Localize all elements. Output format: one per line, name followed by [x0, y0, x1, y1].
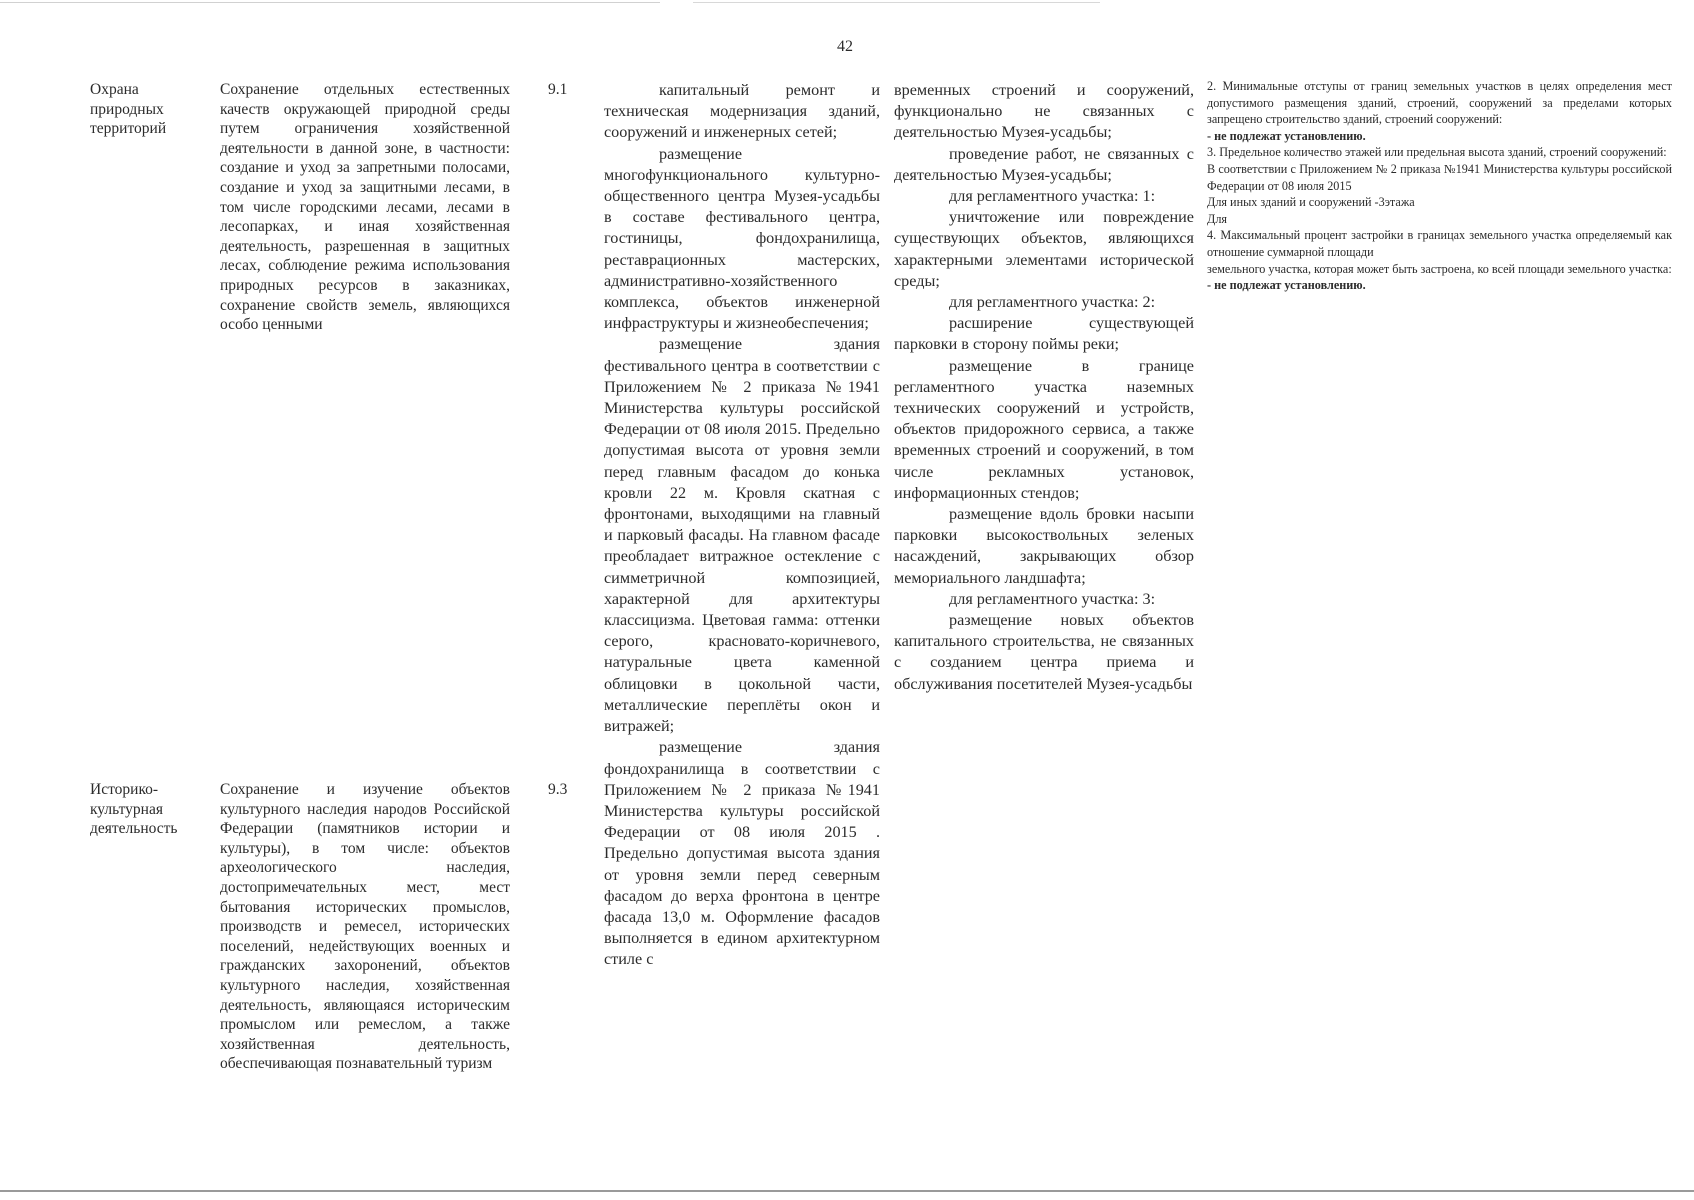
parameter-paragraph: В соответствии с Приложением № 2 приказа №1941 Министерства культуры российской Федерации от 08 июля 2015	[1207, 161, 1672, 193]
category-description-1: Сохранение отдельных естественных качеств окружающей природной среды путем ограничения хозяйственной деятельности в данной зоне, в частности: создание и уход за запретными полосами, создание и уход за защитными лесами, в том числе городскими лесами, лесами в лесопарках, и иная хозяйственная деятельность, разрешенная в защитных лесах, соблюдение режима использования природных ресурсов в заказниках, сохранение свойств земель, являющихся особо ценными	[220, 81, 510, 334]
middle-paragraph: капитальный ремонт и техническая модернизация зданий, сооружений и инженерных сетей;	[604, 81, 880, 142]
parameter-paragraph: Для иных зданий и сооружений -3этажа	[1207, 195, 1415, 210]
category-code-2: 9.3	[548, 781, 568, 798]
category-description-2: Сохранение и изучение объектов культурного наследия народов Российской Федерации (памятников истории и культуры), в том числе: объектов археологического наследия, достопримечательных мест, мест бытования исторических промыслов, производств и ремесел, исторических поселений, недействующих военных и гражданских захоронений, объектов культурного наследия, хозяйственная деятельность, являющаяся историческим промыслом или ремеслом, а также хозяйственная деятельность, обеспечивающая познавательный туризм	[220, 781, 510, 1073]
restriction-heading: для регламентного участка: 3:	[949, 589, 1156, 608]
page-number: 42	[837, 38, 853, 55]
middle-paragraph: размещение многофункционального культурно-общественного центра Музея-усадьбы в составе фестивального центра, гостиницы, фондохранилища, реставрационных мастерских, административно-хозяйственного комплекса, объектов инженерной инфраструктуры и жизнеобеспечения;	[604, 144, 880, 333]
permitted-use-text	[604, 80, 880, 971]
restriction-paragraph: уничтожение или повреждение существующих объектов, являющихся характерными элементами исторической среды;	[894, 208, 1194, 290]
scan-artifact-bottom	[0, 1190, 1694, 1192]
restriction-heading: для регламентного участка: 1:	[949, 187, 1156, 206]
parameter-value: - не подлежат установлению.	[1207, 278, 1366, 293]
restriction-paragraph: размещение вдоль бровки насыпи парковки высокоствольных зеленых насаждений, закрывающих обзор мемориального ландшафта;	[894, 505, 1194, 587]
parameter-paragraph: 4. Максимальный процент застройки в границах земельного участка определяемый как отношение суммарной площади	[1207, 228, 1672, 259]
parameter-paragraph: 3. Предельное количество этажей или предельная высота зданий, строений сооружений:	[1207, 145, 1667, 160]
category-label-1: Охрана природных территорий	[90, 81, 167, 138]
parameter-paragraph: 2. Минимальные отступы от границ земельных участков в целях определения мест допустимого размещения зданий, строений, сооружений за пределами которых запрещено строительство зданий, строений сооружений:	[1207, 79, 1672, 127]
parameter-paragraph: земельного участка, которая может быть застроена, ко всей площади земельного участка:	[1207, 261, 1672, 276]
parameters-text	[1207, 78, 1672, 294]
category-code-1: 9.1	[548, 81, 568, 98]
restriction-paragraph: временных строений и сооружений, функционально не связанных с деятельностью Музея-усадьбы;	[894, 81, 1194, 142]
parameter-paragraph: Для	[1207, 211, 1228, 226]
restriction-paragraph: проведение работ, не связанных с деятельностью Музея-усадьбы;	[894, 144, 1194, 184]
restriction-paragraph: размещение в границе регламентного участка наземных технических сооружений и устройств, объектов придорожного сервиса, а также временных строений и сооружений, в том числе рекламных установок, информационных стендов;	[894, 356, 1194, 502]
middle-paragraph: размещение здания фондохранилища в соответствии с Приложением № 2 приказа №1941 Министерства культуры российской Федерации от 08 июля 2015 . Предельно допустимая высота здания от уровня земли перед северным фасадом до верха фронтона в центре фасада 13,0 м. Оформление фасадов выполняется в едином архитектурном стиле с	[604, 738, 880, 969]
parameter-value: - не подлежат установлению.	[1207, 128, 1366, 143]
restriction-paragraph: размещение новых объектов капитального строительства, не связанных с созданием центра приема и обслуживания посетителей Музея-усадьбы	[894, 611, 1194, 693]
restriction-paragraph: расширение существующей парковки в сторону поймы реки;	[894, 314, 1194, 354]
middle-paragraph: размещение здания фестивального центра в соответствии с Приложением № 2 приказа №1941 Министерства культуры российской Федерации от 08 июля 2015. Предельно допустимая высота от уровня земли перед главным фасадом до конька кровли 22 м. Кровля скатная с фронтонами, выходящими на главный и парковый фасады. На главном фасаде преобладает витражное остекление с симметричной композицией, характерной для архитектуры классицизма. Цветовая гамма: оттенки серого, красновато-коричневого, натуральные цвета каменной облицовки в цокольной части, металлические переплёты окон и витражей;	[604, 335, 880, 736]
category-label-2: Историко-культурная деятельность	[90, 781, 178, 838]
scan-artifact-top	[0, 2, 1100, 3]
restriction-heading: для регламентного участка: 2:	[949, 293, 1156, 312]
restrictions-text	[894, 80, 1194, 695]
